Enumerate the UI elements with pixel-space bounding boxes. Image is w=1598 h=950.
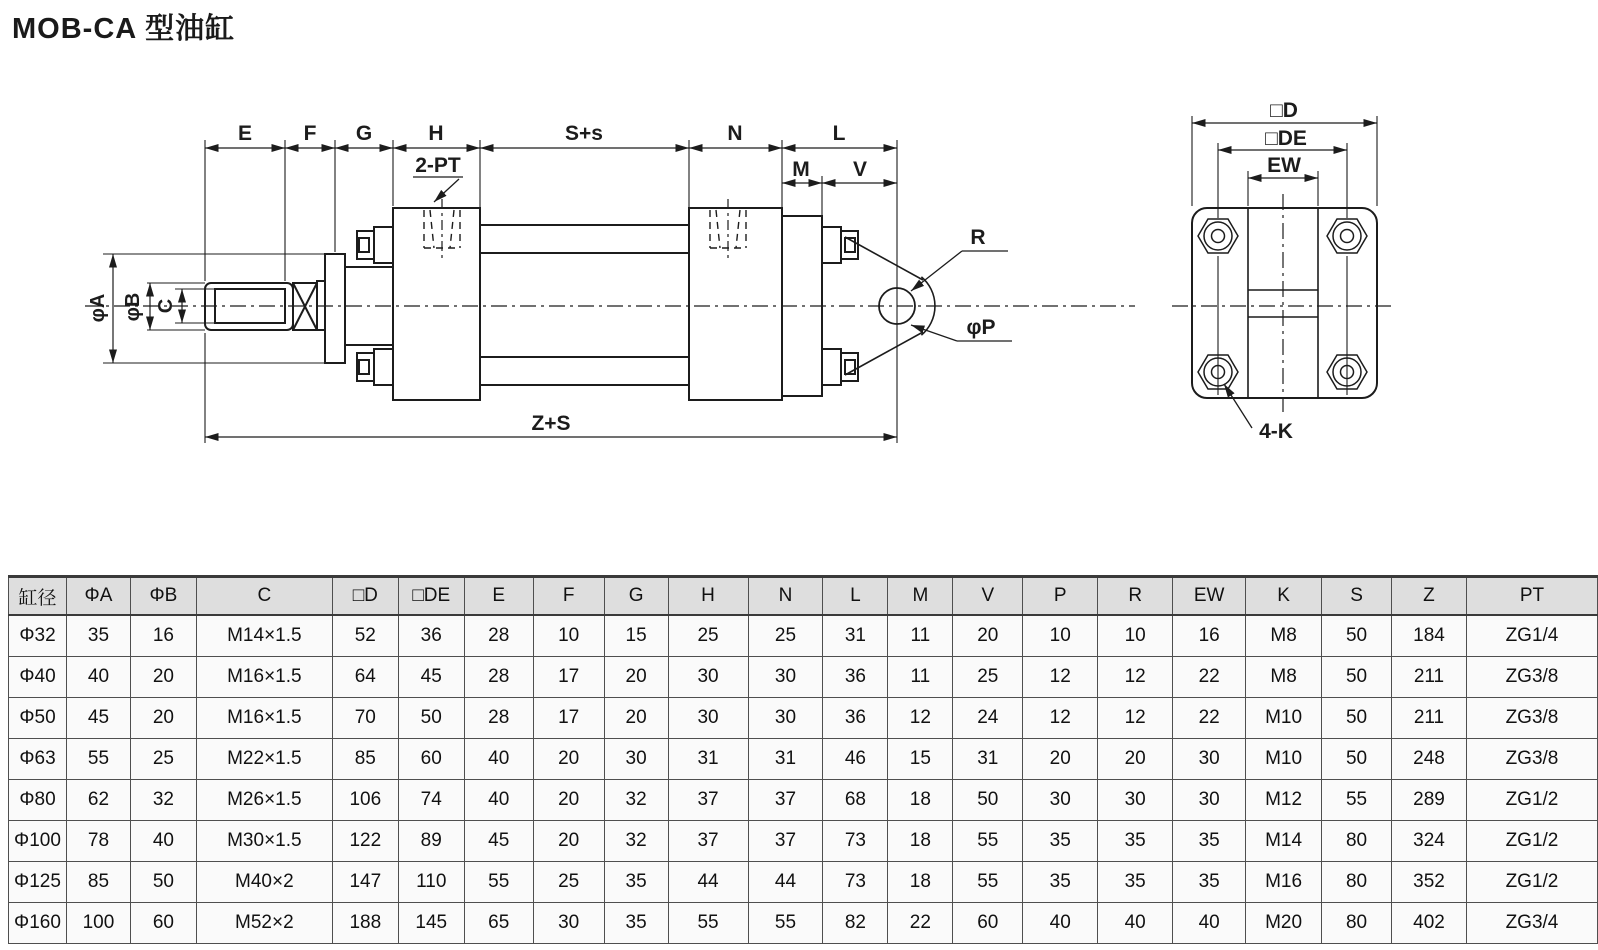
cell: 10 [1098,615,1173,657]
cell: 17 [533,657,604,698]
cell: 55 [66,739,130,780]
col-header-11: L [823,577,888,616]
cell: 402 [1392,903,1467,944]
cell: 10 [1023,615,1098,657]
cell: M10 [1246,739,1322,780]
cell: M10 [1246,698,1322,739]
cell: 45 [464,821,533,862]
col-header-0: 缸径 [9,577,67,616]
table-row [9,657,1598,698]
cell: 24 [953,698,1023,739]
cell: M8 [1246,615,1322,657]
cell: 35 [1023,862,1098,903]
cell: 37 [748,821,823,862]
cell: 25 [748,615,823,657]
cell: ZG1/2 [1466,862,1597,903]
cell: 40 [464,780,533,821]
cell: 50 [130,862,196,903]
col-header-9: H [668,577,748,616]
port-label-2pt: 2-PT [415,154,461,177]
dim-label-box-d: □D [1270,99,1298,122]
cell: 18 [888,780,953,821]
cell: 36 [823,698,888,739]
cell: M20 [1246,903,1322,944]
cell: M16×1.5 [196,698,332,739]
cell: 35 [1098,862,1173,903]
cell: 20 [953,615,1023,657]
cell: 352 [1392,862,1467,903]
table-row [9,615,1598,657]
dim-label-e: E [237,122,253,145]
cell: 35 [604,862,668,903]
bolt-label-4k: 4-K [1259,420,1293,443]
side-view [85,122,1135,443]
cell: 35 [604,903,668,944]
cell: 22 [1173,657,1246,698]
col-header-10: N [748,577,823,616]
cap-block [689,199,858,400]
cell: ZG3/4 [1466,903,1597,944]
cell: 12 [888,698,953,739]
cell: M14 [1246,821,1322,862]
cell: 35 [1023,821,1098,862]
cell: 211 [1392,698,1467,739]
dim-label-box-de: □DE [1265,127,1307,150]
cell: 45 [398,657,464,698]
cell: 30 [668,657,748,698]
dimension-lines [113,148,897,437]
cell: M40×2 [196,862,332,903]
cell: 188 [332,903,398,944]
dim-label-v: V [852,158,868,181]
cell: Φ100 [9,821,67,862]
cell: M26×1.5 [196,780,332,821]
cell: 52 [332,615,398,657]
cell: 50 [398,698,464,739]
cell: 30 [533,903,604,944]
cell: 28 [464,615,533,657]
cell: 55 [953,862,1023,903]
end-view [1172,99,1396,443]
cell: 50 [1322,698,1392,739]
col-header-16: EW [1173,577,1246,616]
cell: 22 [1173,698,1246,739]
piston-rod [205,254,393,363]
cell: 55 [464,862,533,903]
cell: 30 [668,698,748,739]
cell: M16 [1246,862,1322,903]
cell: 40 [1098,903,1173,944]
cell: 40 [1173,903,1246,944]
col-header-1: ΦA [66,577,130,616]
table-row [9,903,1598,944]
cell: 25 [130,739,196,780]
cell: M16×1.5 [196,657,332,698]
cell: 25 [668,615,748,657]
cell: 35 [1173,862,1246,903]
cell: 35 [66,615,130,657]
cell: 17 [533,698,604,739]
cell: 40 [464,739,533,780]
cell: 16 [130,615,196,657]
cell: Φ40 [9,657,67,698]
cell: 20 [533,821,604,862]
spec-table [8,575,1598,944]
cell: 30 [748,698,823,739]
cell: 30 [1098,780,1173,821]
cell: 68 [823,780,888,821]
cell: 37 [668,780,748,821]
thread-label-c: C [155,298,177,314]
cell: 12 [1023,657,1098,698]
cell: 85 [332,739,398,780]
total-label-z-plus-s: Z+S [531,412,571,435]
cell: 20 [130,657,196,698]
col-header-3: C [196,577,332,616]
col-header-15: R [1098,577,1173,616]
rod-dia-label-phi-a: φA [87,293,109,323]
cell: ZG1/2 [1466,780,1597,821]
cell: 40 [66,657,130,698]
cell: 78 [66,821,130,862]
col-header-19: Z [1392,577,1467,616]
cell: Φ63 [9,739,67,780]
cell: 122 [332,821,398,862]
cell: Φ50 [9,698,67,739]
col-header-12: M [888,577,953,616]
cell: 36 [823,657,888,698]
cell: 20 [604,698,668,739]
cell: M30×1.5 [196,821,332,862]
cell: 30 [604,739,668,780]
dim-label-n: N [727,122,743,145]
cell: 30 [1023,780,1098,821]
cell: 324 [1392,821,1467,862]
spec-table-section [8,575,1598,944]
cell: Φ32 [9,615,67,657]
cell: 110 [398,862,464,903]
cell: 11 [888,615,953,657]
cell: 80 [1322,903,1392,944]
col-header-6: E [464,577,533,616]
cell: 60 [130,903,196,944]
cell: 12 [1098,698,1173,739]
cell: 16 [1173,615,1246,657]
col-header-4: □D [332,577,398,616]
cell: 32 [604,821,668,862]
cell: 31 [953,739,1023,780]
cell: 55 [668,903,748,944]
cell: 50 [1322,615,1392,657]
cell: 184 [1392,615,1467,657]
table-row [9,780,1598,821]
rod-dia-label-phi-b: φB [122,292,144,322]
cell: 11 [888,657,953,698]
cell: 50 [1322,657,1392,698]
cell: 147 [332,862,398,903]
spec-table-header-row [9,577,1598,616]
cell: 145 [398,903,464,944]
cell: 31 [823,615,888,657]
cell: ZG1/4 [1466,615,1597,657]
cell: 44 [748,862,823,903]
cell: 37 [668,821,748,862]
col-header-5: □DE [398,577,464,616]
col-header-2: ΦB [130,577,196,616]
cylinder-tube [480,225,689,385]
cell: Φ125 [9,862,67,903]
cell: 62 [66,780,130,821]
cell: 289 [1392,780,1467,821]
cell: 20 [130,698,196,739]
cell: 55 [748,903,823,944]
table-row [9,739,1598,780]
cell: 20 [533,780,604,821]
cell: 55 [1322,780,1392,821]
cell: 31 [668,739,748,780]
cell: 32 [604,780,668,821]
table-row [9,821,1598,862]
col-header-13: V [953,577,1023,616]
head-block [357,199,480,400]
page-title: MOB-CA 型油缸 [12,13,236,45]
cell: 40 [130,821,196,862]
cell: 46 [823,739,888,780]
cell: ZG3/8 [1466,698,1597,739]
cell: 22 [888,903,953,944]
cell: 10 [533,615,604,657]
table-row [9,862,1598,903]
cell: Φ160 [9,903,67,944]
extension-lines [103,140,897,443]
cell: 85 [66,862,130,903]
cell: 37 [748,780,823,821]
cell: 55 [953,821,1023,862]
dim-label-m: M [792,158,810,181]
cell: 45 [66,698,130,739]
pin-label-phi-p: φP [966,316,996,339]
cell: 36 [398,615,464,657]
cell: 25 [533,862,604,903]
dim-label-ew: EW [1267,154,1301,177]
cell: 211 [1392,657,1467,698]
cell: 35 [1173,821,1246,862]
cell: 28 [464,657,533,698]
cell: 60 [953,903,1023,944]
radius-label-r: R [970,226,986,249]
cell: 18 [888,821,953,862]
cell: 32 [130,780,196,821]
col-header-18: S [1322,577,1392,616]
cell: 44 [668,862,748,903]
dim-label-l: L [832,122,846,145]
dim-label-f: F [303,122,317,145]
cell: M52×2 [196,903,332,944]
leader-lines [413,177,1012,341]
cell: Φ80 [9,780,67,821]
cell: 31 [748,739,823,780]
cell: 100 [66,903,130,944]
cell: 18 [888,862,953,903]
cell: 80 [1322,821,1392,862]
cell: 65 [464,903,533,944]
cell: 248 [1392,739,1467,780]
cell: 89 [398,821,464,862]
cell: 82 [823,903,888,944]
col-header-8: G [604,577,668,616]
cell: ZG3/8 [1466,739,1597,780]
cell: 20 [1023,739,1098,780]
cell: 20 [533,739,604,780]
cell: M14×1.5 [196,615,332,657]
cell: 35 [1098,821,1173,862]
cell: 64 [332,657,398,698]
cell: 20 [1098,739,1173,780]
cell: 15 [604,615,668,657]
cell: ZG3/8 [1466,657,1597,698]
table-row [9,698,1598,739]
cell: ZG1/2 [1466,821,1597,862]
cell: M12 [1246,780,1322,821]
dim-label-h: H [428,122,444,145]
flange-outline [1192,208,1377,398]
cell: 30 [1173,780,1246,821]
col-header-20: PT [1466,577,1597,616]
cell: 20 [604,657,668,698]
cell: 25 [953,657,1023,698]
dim-label-g: G [355,122,373,145]
cell: M22×1.5 [196,739,332,780]
cell: 74 [398,780,464,821]
col-header-7: F [533,577,604,616]
col-header-17: K [1246,577,1322,616]
cell: 12 [1023,698,1098,739]
cell: 50 [1322,739,1392,780]
cell: 80 [1322,862,1392,903]
cell: 70 [332,698,398,739]
cell: M8 [1246,657,1322,698]
dim-label-s-plus-s: S+s [565,122,603,145]
cell: 28 [464,698,533,739]
cell: 15 [888,739,953,780]
cell: 106 [332,780,398,821]
cell: 60 [398,739,464,780]
cell: 30 [748,657,823,698]
cell: 73 [823,862,888,903]
cell: 40 [1023,903,1098,944]
cell: 50 [953,780,1023,821]
cell: 12 [1098,657,1173,698]
col-header-14: P [1023,577,1098,616]
cell: 73 [823,821,888,862]
cell: 30 [1173,739,1246,780]
